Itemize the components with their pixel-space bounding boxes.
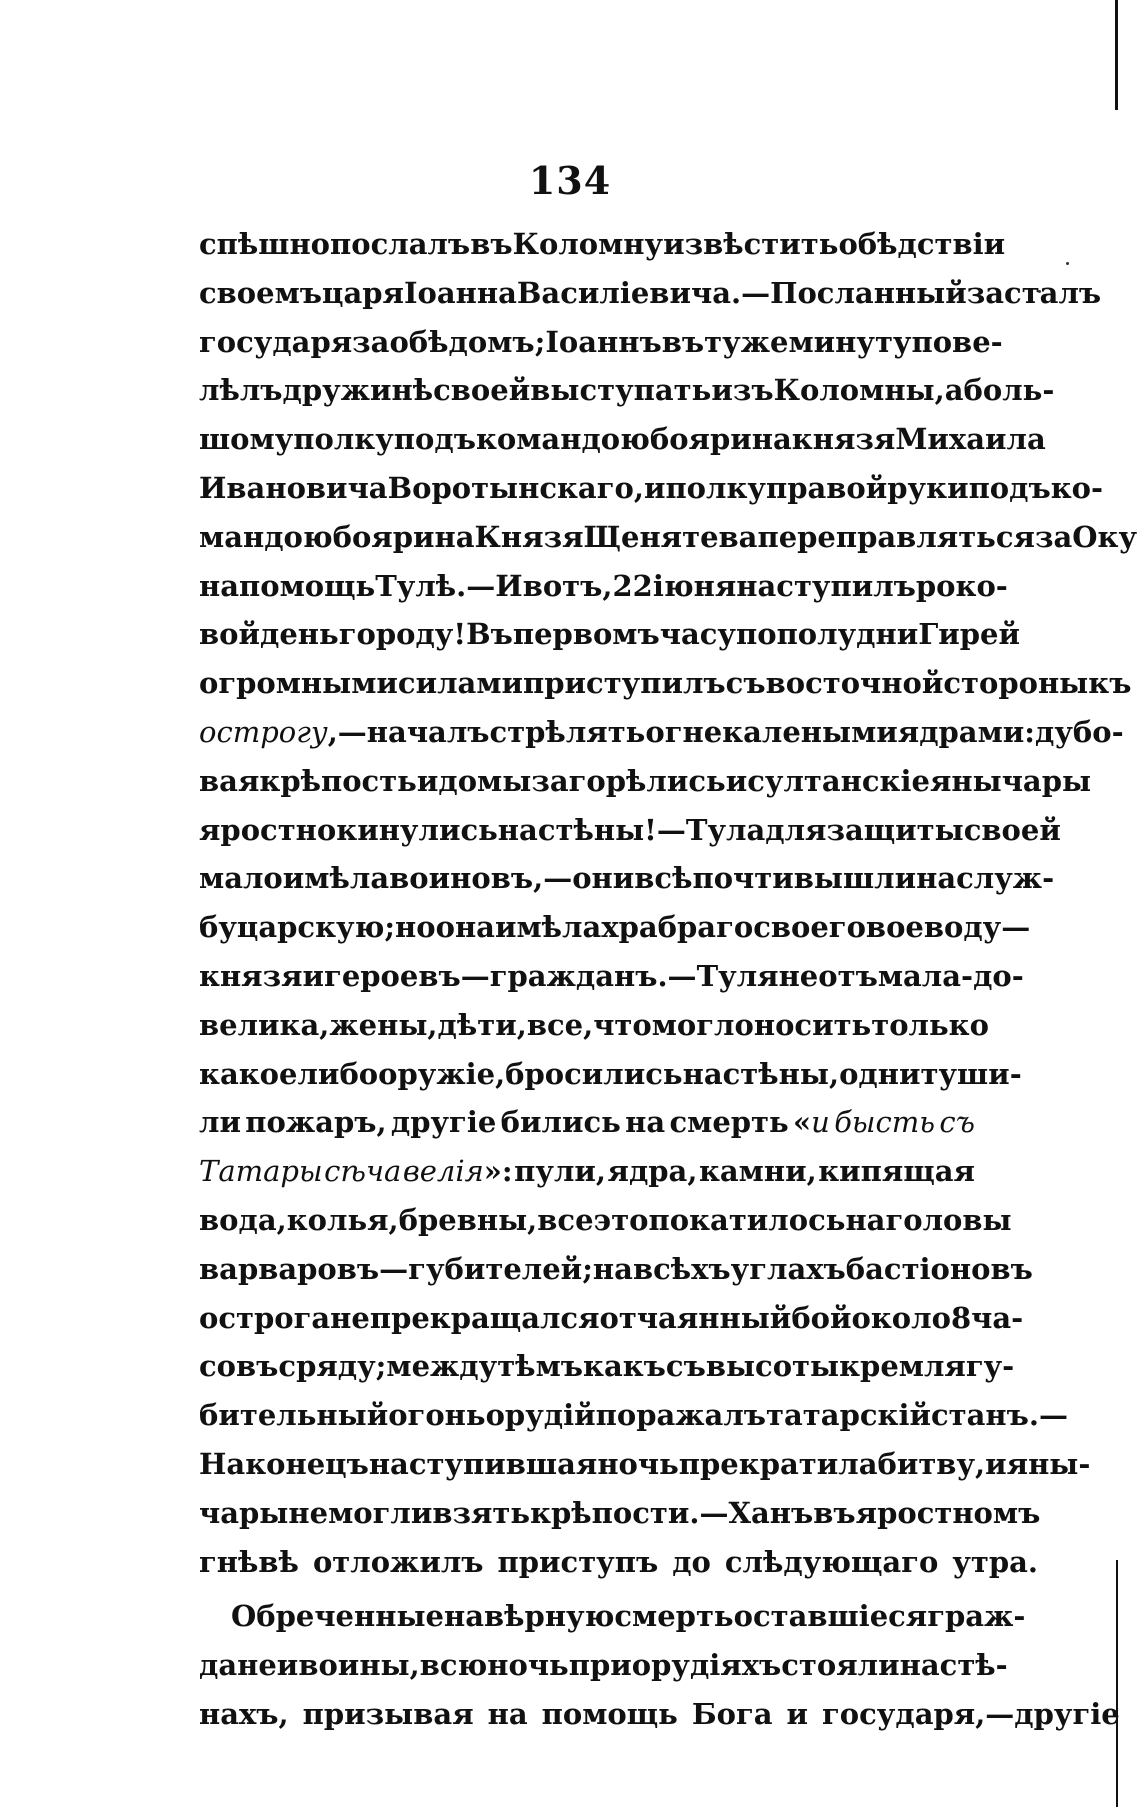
word: яны- <box>1006 1446 1091 1481</box>
word: чары <box>199 1495 289 1530</box>
word: ночь <box>487 1648 569 1683</box>
word: приступилъ <box>523 666 726 701</box>
word: поражалъ <box>595 1398 767 1433</box>
word: командою <box>475 422 650 457</box>
word: лѣлъ <box>199 373 283 408</box>
word: бысть <box>834 1105 936 1140</box>
word: на <box>625 1105 666 1140</box>
word: для <box>765 812 827 847</box>
word: выступать <box>530 373 712 408</box>
text-line <box>199 1440 1091 1489</box>
word: приступъ <box>497 1544 659 1579</box>
word: вотъ, <box>522 568 613 603</box>
word: изъ <box>711 373 774 408</box>
word: часу <box>659 617 736 652</box>
word: съ <box>939 1105 975 1140</box>
word: другіе <box>390 1105 497 1140</box>
word: силами <box>397 666 524 701</box>
word: Коломну <box>512 227 664 261</box>
word: извѣстить <box>663 227 839 261</box>
word: битву, <box>877 1446 986 1481</box>
word: отложилъ <box>312 1544 484 1579</box>
word: туши- <box>920 1056 1022 1091</box>
word: ко- <box>1050 470 1104 505</box>
word: домы <box>438 763 532 798</box>
text-line <box>199 1196 1012 1245</box>
word: бительный <box>199 1398 389 1433</box>
text-line <box>199 1147 975 1196</box>
word: прекратила <box>678 1446 878 1481</box>
word: а <box>944 373 964 408</box>
word: спѣшно <box>199 227 331 261</box>
word: прекращался <box>369 1300 600 1335</box>
word: бросились <box>505 1056 683 1091</box>
word: дружинѣ <box>282 373 434 408</box>
word: отчаянный <box>599 1300 792 1335</box>
word: смерть <box>669 1105 789 1140</box>
word: но <box>395 910 436 945</box>
word: храбраго <box>601 910 754 945</box>
word: между <box>386 1349 498 1384</box>
word: воиновъ,—они <box>389 861 635 896</box>
word: 8 <box>950 1300 972 1335</box>
word: съ <box>725 666 766 701</box>
word: бой <box>791 1300 852 1335</box>
text-line <box>199 1592 1026 1641</box>
word: яростномъ <box>855 1495 1041 1530</box>
word: стрѣлять <box>489 714 646 749</box>
word: граж- <box>927 1599 1026 1634</box>
word: могло <box>651 1007 754 1042</box>
word: бастіоновъ <box>845 1251 1033 1286</box>
text-line <box>199 1050 1022 1099</box>
word: кинулись <box>336 812 498 847</box>
word: гу- <box>965 1349 1015 1384</box>
word: и <box>416 763 439 798</box>
text-line <box>199 318 1003 367</box>
word: стояли <box>781 1648 900 1683</box>
word: какое <box>199 1056 298 1091</box>
word: Обреченные <box>231 1599 444 1634</box>
word: пожаръ, <box>245 1105 387 1140</box>
word: на <box>682 1056 723 1091</box>
text-line <box>199 1641 1008 1690</box>
word: бу <box>199 910 237 945</box>
word: огонь <box>388 1398 486 1433</box>
word: съ <box>665 1349 706 1384</box>
word: на <box>592 1251 633 1286</box>
word: около <box>851 1300 951 1335</box>
word: Въ <box>466 617 513 652</box>
word: яростно <box>199 812 337 847</box>
text-line <box>199 1294 1024 1343</box>
word: правой <box>765 470 888 505</box>
word: своей <box>433 373 531 408</box>
word: бѣдствіи <box>857 227 1006 261</box>
page-edge-line-bottom <box>1116 1560 1118 1807</box>
word: первомъ <box>512 617 660 652</box>
word: защиты <box>826 812 964 847</box>
word: обѣдомъ; <box>389 324 546 359</box>
word: ! <box>453 617 467 652</box>
word: послалъ <box>330 227 471 261</box>
word: въ <box>470 227 513 261</box>
text-line <box>199 220 1006 269</box>
word: при <box>568 1648 632 1683</box>
word: Коломны, <box>773 373 945 408</box>
word: не <box>330 1300 370 1335</box>
word: царя <box>322 275 404 310</box>
word: мала-до- <box>877 958 1024 993</box>
text-line <box>199 1342 1015 1391</box>
word: вышли <box>793 861 917 896</box>
word: кипящая <box>818 1154 975 1189</box>
word: какъ <box>583 1349 666 1384</box>
word: на <box>487 1696 528 1731</box>
text-line <box>199 562 1008 611</box>
word: сряду; <box>278 1349 387 1384</box>
word: взять <box>432 1495 531 1530</box>
word: острога <box>199 1300 331 1335</box>
text-line <box>199 708 1124 757</box>
word: покатилось <box>648 1202 846 1237</box>
word: это <box>593 1202 649 1237</box>
word: головы <box>885 1202 1012 1237</box>
text-line <box>199 952 1024 1001</box>
word: острогу,—началъ <box>199 714 490 749</box>
word: на <box>443 1599 485 1634</box>
word: стѣны <box>537 812 645 847</box>
word: бились <box>500 1105 621 1140</box>
word: минуту <box>788 324 912 359</box>
word: же <box>740 324 789 359</box>
word: вая <box>199 763 260 798</box>
word: Тулѣ.—И <box>375 568 523 603</box>
word: всѣхъ <box>632 1251 731 1286</box>
text-line <box>199 854 1055 903</box>
word: до <box>672 1544 711 1579</box>
word: тѣмъ <box>497 1349 583 1384</box>
word: стѣ- <box>939 1648 1008 1683</box>
word: Гирей <box>918 617 1021 652</box>
word: государя <box>199 324 353 359</box>
word: въ <box>813 1495 856 1530</box>
word: всю <box>419 1648 488 1683</box>
word: и <box>643 470 666 505</box>
page-edge-line-top <box>1115 0 1118 110</box>
word: велика, <box>199 1007 330 1042</box>
word: восточной <box>765 666 944 701</box>
word: стѣны, <box>722 1056 840 1091</box>
word: помощь <box>541 1696 678 1731</box>
word: Воротынскаго, <box>387 470 644 505</box>
word: подъ <box>968 470 1051 505</box>
word: Василіевича.—Посланный <box>516 275 967 310</box>
text-line <box>199 415 1046 464</box>
page-number: 134 <box>528 158 612 203</box>
word: и <box>276 1648 299 1683</box>
word: помощь <box>239 568 376 603</box>
word: пули, <box>514 1154 606 1189</box>
text-line <box>199 513 1138 562</box>
word: подъ <box>393 422 476 457</box>
word: день <box>260 617 339 652</box>
word: все <box>537 1202 594 1237</box>
word: крѣпости. <box>530 1495 700 1530</box>
word: полку <box>665 470 766 505</box>
word: велія»: <box>402 1154 513 1189</box>
word: мандою <box>199 519 333 554</box>
word: оружіе, <box>378 1056 506 1091</box>
word: засталъ <box>966 275 1102 310</box>
text-line <box>199 1245 1033 1294</box>
word: вѣрную <box>484 1599 615 1634</box>
word: имѣла <box>494 910 602 945</box>
word: на <box>916 861 957 896</box>
word: смерть <box>614 1599 734 1634</box>
word: янычары <box>929 763 1092 798</box>
word: либо <box>297 1056 379 1091</box>
word: колья, <box>286 1202 399 1237</box>
word: оставшіеся <box>733 1599 928 1634</box>
word: своего <box>753 910 866 945</box>
word: КнязяЩенятева <box>474 519 758 554</box>
word: царскую; <box>236 910 396 945</box>
word: Туляне <box>696 958 819 993</box>
word: и <box>786 1696 809 1731</box>
word: ча- <box>971 1300 1024 1335</box>
text-line <box>199 659 1132 708</box>
word: на <box>899 1648 940 1683</box>
word: государя,—другіе <box>822 1696 1120 1731</box>
word: за <box>352 324 390 359</box>
word: полку <box>293 422 394 457</box>
word: камни, <box>698 1154 817 1189</box>
text-line <box>199 464 1104 513</box>
word: полудни <box>776 617 919 652</box>
text-line <box>199 757 1092 806</box>
text-line <box>199 1001 989 1050</box>
word: Татары <box>199 1154 323 1189</box>
word: крѣпость <box>259 763 417 798</box>
word: бревны, <box>398 1202 538 1237</box>
word: іюня <box>652 568 737 603</box>
word: ли <box>199 1105 241 1140</box>
word: Іоаннъ <box>545 324 662 359</box>
word: огромными <box>199 666 398 701</box>
word: роко- <box>915 568 1008 603</box>
text-line <box>199 610 1021 659</box>
word: могли <box>328 1495 433 1530</box>
word: —Ханъ <box>699 1495 814 1530</box>
word: — <box>460 958 490 993</box>
word: орудій <box>485 1398 596 1433</box>
word: гражданъ.— <box>489 958 697 993</box>
word: отъ <box>818 958 878 993</box>
word: шому <box>199 422 294 457</box>
word: 22 <box>612 568 653 603</box>
word: ту <box>704 324 741 359</box>
word: одни <box>839 1056 921 1091</box>
text-line <box>199 903 1031 952</box>
word: ночь <box>597 1446 679 1481</box>
word: князя <box>791 422 896 457</box>
print-speck <box>1066 262 1069 265</box>
word: на <box>845 1202 886 1237</box>
word: высоты <box>705 1349 840 1384</box>
word: князя <box>199 958 303 993</box>
word: не <box>288 1495 329 1530</box>
word: и <box>725 763 748 798</box>
word: на <box>497 812 538 847</box>
word: дѣти, <box>437 1007 527 1042</box>
word: дубо- <box>1035 714 1124 749</box>
text-line <box>199 1098 975 1147</box>
word: султанскіе <box>747 763 930 798</box>
word: мало <box>199 861 283 896</box>
word: кремля <box>839 1349 966 1384</box>
word: огнекалеными <box>645 714 898 749</box>
word: ядра, <box>607 1154 698 1189</box>
word: она <box>435 910 495 945</box>
word: своемъ <box>199 275 323 310</box>
word: углахъ <box>730 1251 846 1286</box>
word: утра. <box>952 1544 1039 1579</box>
word: призывая <box>302 1696 474 1731</box>
word: орудіяхъ <box>631 1648 782 1683</box>
word: Михаила <box>895 422 1046 457</box>
text-line <box>199 1489 1041 1538</box>
word: Оку <box>1072 519 1138 554</box>
word: руки <box>887 470 969 505</box>
word: боярина <box>332 519 475 554</box>
word: городу <box>338 617 454 652</box>
word: совъ <box>199 1349 279 1384</box>
word: наступившая <box>368 1446 598 1481</box>
text-line <box>199 1391 1068 1440</box>
word: наступилъ <box>736 568 916 603</box>
text-line <box>199 806 1061 855</box>
word: что <box>593 1007 652 1042</box>
word: Бога <box>691 1696 773 1731</box>
word: станъ.— <box>930 1398 1068 1433</box>
word: носить <box>753 1007 872 1042</box>
word: слѣдующаго <box>724 1544 939 1579</box>
word: въ <box>661 324 705 359</box>
word: на <box>199 568 240 603</box>
word: татарскій <box>766 1398 931 1433</box>
word: гнѣвѣ <box>199 1544 299 1579</box>
word: ядрами: <box>897 714 1036 749</box>
word: боярина <box>649 422 792 457</box>
word: воеводу— <box>865 910 1031 945</box>
word: Іоанна <box>403 275 517 310</box>
word: пове- <box>911 324 1003 359</box>
text-line <box>199 1538 1039 1587</box>
word: нахъ, <box>199 1696 289 1731</box>
word: героевъ <box>324 958 461 993</box>
word: боль- <box>963 373 1055 408</box>
word: стороны <box>943 666 1089 701</box>
text-line <box>199 269 1102 318</box>
word: за <box>1034 519 1073 554</box>
word: загорѣлись <box>531 763 726 798</box>
word: жены, <box>329 1007 438 1042</box>
word: вода, <box>199 1202 287 1237</box>
text-body <box>199 220 1138 1739</box>
word: «и <box>793 1105 830 1140</box>
word: служ- <box>956 861 1055 896</box>
word: почти <box>692 861 794 896</box>
word: только <box>871 1007 989 1042</box>
word: все, <box>526 1007 594 1042</box>
word: своей <box>963 812 1061 847</box>
word: вой <box>199 617 261 652</box>
word: и <box>985 1446 1007 1481</box>
text-line <box>199 366 1055 415</box>
word: варваровъ—губителей; <box>199 1251 593 1286</box>
word: !—Тула <box>644 812 766 847</box>
word: дане <box>199 1648 277 1683</box>
word: по <box>736 617 777 652</box>
word: всѣ <box>634 861 693 896</box>
word: Ивановича <box>199 470 388 505</box>
text-line <box>199 1690 1120 1739</box>
word: и <box>302 958 325 993</box>
word: имѣла <box>282 861 390 896</box>
word: Наконецъ <box>199 1446 369 1481</box>
word: о <box>838 227 858 261</box>
word: къ <box>1088 666 1132 701</box>
word: воины, <box>298 1648 420 1683</box>
word: сѣча <box>324 1154 402 1189</box>
word: переправляться <box>757 519 1035 554</box>
